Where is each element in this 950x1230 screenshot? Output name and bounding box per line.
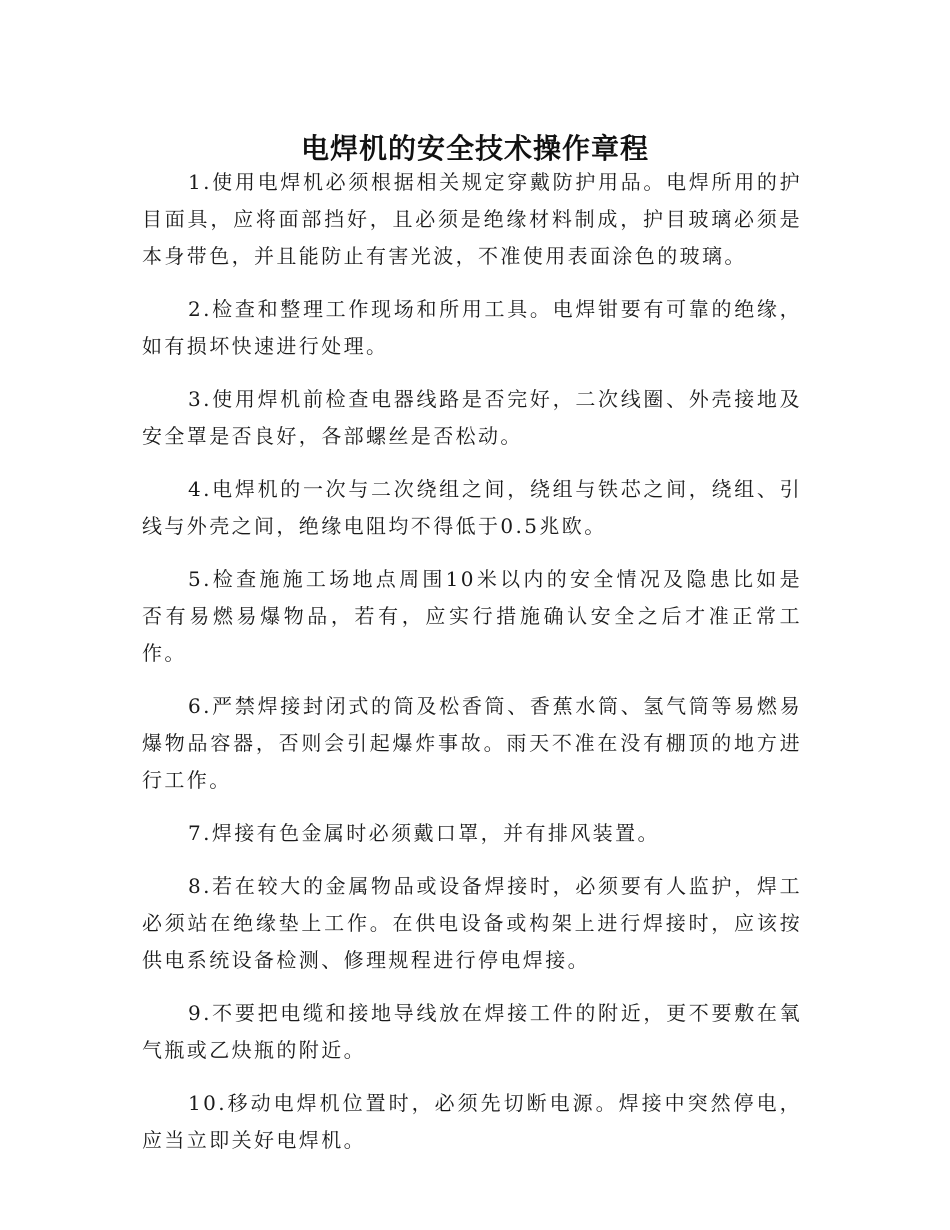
paragraph-5: 5.检查施施工场地点周围10米以内的安全情况及隐患比如是否有易燃易爆物品，若有，应实行措施确认安全之后才准正常工作。 [142,567,802,665]
paragraph-6: 6.严禁焊接封闭式的筒及松香筒、香蕉水筒、氢气筒等易燃易爆物品容器，否则会引起爆炸事故。雨天不准在没有棚顶的地方进行工作。 [142,694,802,792]
document-body [142,164,802,1175]
paragraph-2: 2.检查和整理工作现场和所用工具。电焊钳要有可靠的绝缘，如有损坏快速进行处理。 [142,297,802,358]
paragraph-1: 1.使用电焊机必须根据相关规定穿戴防护用品。电焊所用的护目面具，应将面部挡好，且必须是绝缘材料制成，护目玻璃必须是本身带色，并且能防止有害光波，不准使用表面涂色的玻璃。 [142,170,802,268]
paragraph-10: 10.移动电焊机位置时，必须先切断电源。焊接中突然停电，应当立即关好电焊机。 [142,1091,802,1152]
document-title: 电焊机的安全技术操作章程 [300,131,649,165]
paragraph-4: 4.电焊机的一次与二次绕组之间，绕组与铁芯之间，绕组、引线与外壳之间，绝缘电阻均不得低于0.5兆欧。 [142,477,802,538]
paragraph-3: 3.使用焊机前检查电器线路是否完好，二次线圈、外壳接地及安全罩是否良好，各部螺丝是否松动。 [142,387,802,448]
paragraph-9: 9.不要把电缆和接地导线放在焊接工件的附近，更不要敷在氧气瓶或乙炔瓶的附近。 [142,1001,802,1062]
paragraph-8: 8.若在较大的金属物品或设备焊接时，必须要有人监护，焊工必须站在绝缘垫上工作。在供电设备或构架上进行焊接时，应该按供电系统设备检测、修理规程进行停电焊接。 [142,874,802,972]
paragraph-7: 7.焊接有色金属时必须戴口罩，并有排风装置。 [188,821,660,845]
